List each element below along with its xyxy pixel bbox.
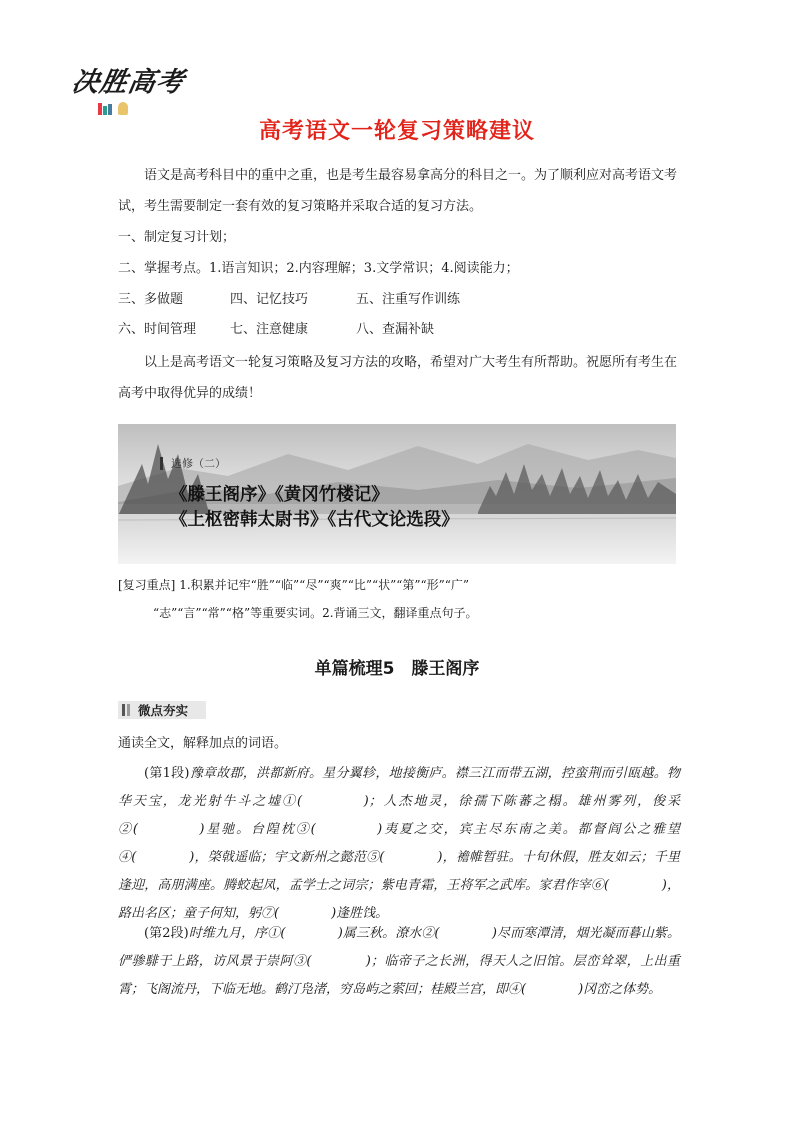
logo-text: 决胜高考 — [69, 67, 187, 98]
banner-title-line-2: 《上枢密韩太尉书》《古代文论选段》 — [170, 510, 459, 530]
section-tag-label: 微点夯实 — [138, 703, 189, 718]
review-label: [复习重点] — [118, 578, 176, 592]
lesson-banner — [118, 424, 676, 564]
paragraph-1-text: 豫章故郡，洪都新府。星分翼轸，地接衡庐。襟三江而带五湖，控蛮荆而引瓯越。物华天宝，龙光射牛斗之墟①( )；人杰地灵，徐孺下陈蕃之榻。雄州雾列，俊采②( )星驰。台隍枕③( )夷夏之交，宾主尽东南之美。都督阎公之雅望④( )，棨戟遥临；宇文新州之懿范⑤( )，襜帷暂驻。十旬休假，胜友如云；千里逢迎，高朋满座。腾蛟起凤，孟学士之词宗；紫电青霜，王将军之武库。家君作宰⑥( )，路出名区；童子何知，躬⑦( )逢胜饯。 — [118, 766, 680, 921]
section-tag — [118, 701, 206, 719]
review-focus — [118, 571, 682, 627]
paragraph-2-text: 时维九月，序①( )属三秋。潦水②( )尽而寒潭清，烟光凝而暮山紫。俨骖騑于上路，访风景于崇阿③( )；临帝子之长洲，得天人之旧馆。层峦耸翠，上出重霄；飞阁流丹，下临无地。鹤汀凫渚，穷岛屿之萦回；桂殿兰宫，即④( )冈峦之体势。 — [118, 926, 680, 997]
tag-bars-icon — [122, 704, 134, 716]
section-title: 单篇梳理5 滕王阁序 — [314, 659, 480, 679]
item-1: 一、制定复习计划； — [118, 230, 236, 245]
item-7: 七、注意健康 — [230, 322, 309, 337]
conclusion-paragraph: 以上是高考语文一轮复习策略及复习方法的攻略，希望对广大考生有所帮助。祝愿所有考生在高考中取得优异的成绩！ — [118, 355, 678, 401]
items-row-4 — [118, 320, 434, 340]
instruction: 通读全文，解释加点的词语。 — [118, 736, 288, 751]
paragraph-2-label: (第2段) — [144, 926, 189, 941]
banner-title-line-1: 《滕王阁序》《黄冈竹楼记》 — [170, 485, 389, 505]
item-5: 五、注重写作训练 — [356, 292, 461, 307]
item-4: 四、记忆技巧 — [230, 292, 309, 307]
passage-paragraph-1 — [118, 760, 680, 928]
banner-tag: 选修（二） — [160, 457, 226, 470]
intro-paragraph: 语文是高考科目中的重中之重，也是考生最容易拿高分的科目之一。为了顺利应对高考语文考试，考生需要制定一套有效的复习策略并采取合适的复习方法。 — [118, 168, 678, 214]
item-8: 八、查漏补缺 — [356, 322, 435, 337]
item-3: 三、多做题 — [118, 292, 184, 307]
books-icon — [98, 103, 114, 115]
review-line-1: 1.积累并记牢“胜”“临”“尽”“爽”“比”“状”“第”“形”“广” — [175, 578, 470, 592]
paragraph-1-label: (第1段) — [144, 766, 190, 781]
page-title: 高考语文一轮复习策略建议 — [258, 119, 535, 144]
review-line-2: “志”“言”“常”“格”等重要实词。2.背诵三文，翻译重点句子。 — [153, 606, 478, 620]
items-row-3 — [118, 290, 460, 310]
passage-paragraph-2 — [118, 920, 680, 1004]
item-2: 二、掌握考点。1.语言知识；2.内容理解；3.文学常识；4.阅读能力； — [118, 261, 519, 276]
item-6: 六、时间管理 — [118, 322, 197, 337]
